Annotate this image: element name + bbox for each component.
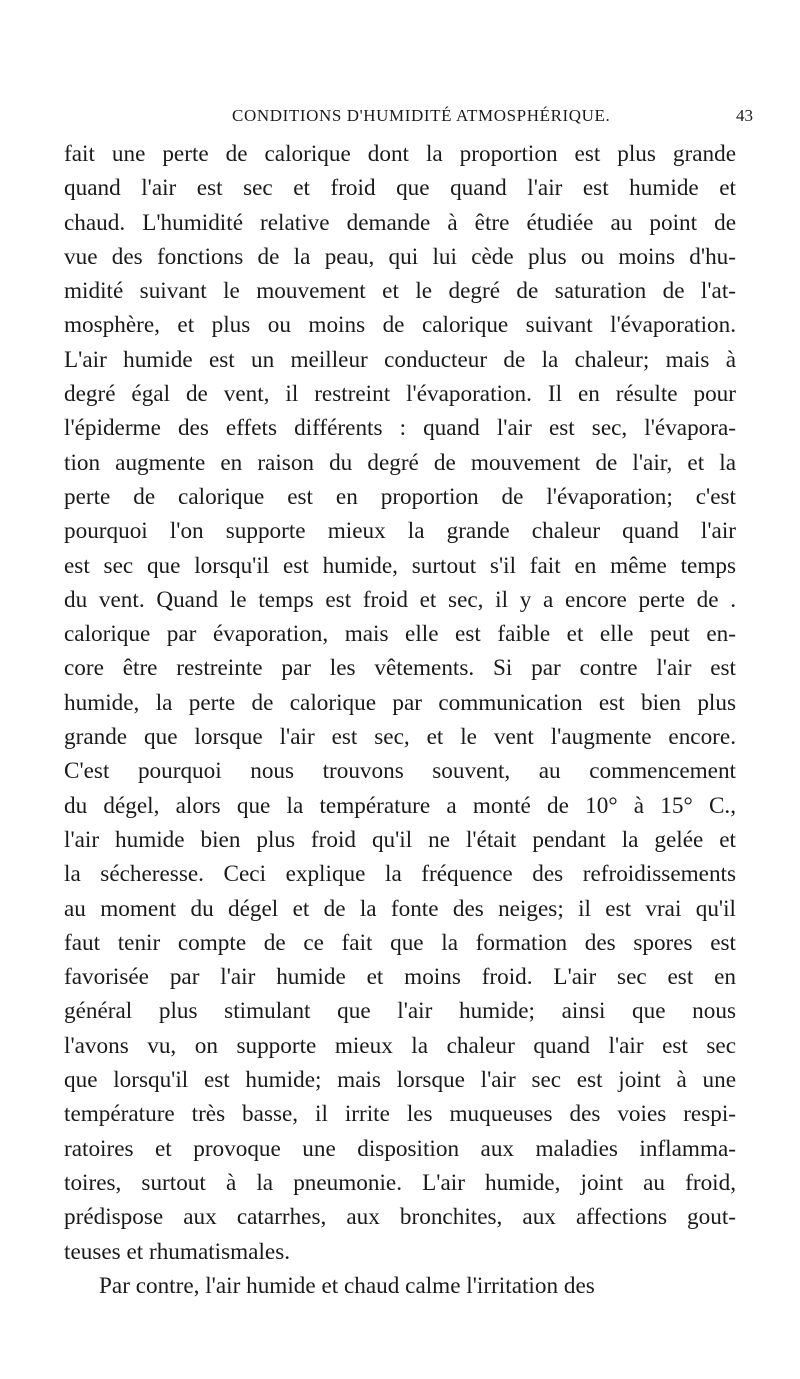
text-line: au moment du dégel et de la fonte des neiges; il est vrai qu'il <box>64 895 736 922</box>
text-line: L'air humide est un meilleur conducteur de la chaleur; mais à <box>64 346 736 373</box>
text-line: du vent. Quand le temps est froid et sec, il y a encore perte de . <box>64 586 736 613</box>
running-head-title: CONDITIONS D'HUMIDITÉ ATMOSPHÉRIQUE. <box>232 106 611 125</box>
text-line: midité suivant le mouvement et le degré de saturation de l'at- <box>64 278 736 305</box>
text-line: humide, la perte de calorique par communication est bien plus <box>64 689 736 716</box>
text-line: degré égal de vent, il restreint l'évaporation. Il en résulte pour <box>64 381 736 408</box>
text-line: Par contre, l'air humide et chaud calme l'irritation des <box>99 1272 595 1299</box>
page-number: 43 <box>736 106 753 125</box>
text-line: core être restreinte par les vêtements. Si par contre l'air est <box>64 655 736 682</box>
text-line: l'avons vu, on supporte mieux la chaleur quand l'air est sec <box>64 1032 736 1059</box>
text-line: l'air humide bien plus froid qu'il ne l'était pendant la gelée et <box>64 826 736 853</box>
text-line: toires, surtout à la pneumonie. L'air humide, joint au froid, <box>64 1169 736 1196</box>
text-line: du dégel, alors que la température a monté de 10° à 15° C., <box>64 792 736 819</box>
text-line: fait une perte de calorique dont la proportion est plus grande <box>64 141 736 167</box>
text-line: C'est pourquoi nous trouvons souvent, au commencement <box>64 758 736 785</box>
text-line: l'épiderme des effets différents : quand l'air est sec, l'évapora- <box>64 415 736 442</box>
text-line: favorisée par l'air humide et moins froid. L'air sec est en <box>64 964 736 991</box>
text-line: faut tenir compte de ce fait que la formation des spores est <box>64 929 736 956</box>
text-line: tion augmente en raison du degré de mouvement de l'air, et la <box>64 449 736 476</box>
text-line: pourquoi l'on supporte mieux la grande chaleur quand l'air <box>64 518 736 545</box>
text-line: chaud. L'humidité relative demande à être étudiée au point de <box>64 209 736 236</box>
text-line: est sec que lorsqu'il est humide, surtout s'il fait en même temps <box>64 552 736 579</box>
text-line: calorique par évaporation, mais elle est faible et elle peut en- <box>64 621 736 648</box>
text-line: teuses et rhumatismales. <box>64 1238 291 1265</box>
text-line: perte de calorique est en proportion de l'évaporation; c'est <box>64 483 736 510</box>
text-line: prédispose aux catarrhes, aux bronchites, aux affections gout- <box>64 1204 736 1231</box>
body-text <box>64 137 736 1303</box>
text-line: vue des fonctions de la peau, qui lui cède plus ou moins d'hu- <box>64 243 736 270</box>
text-line: mosphère, et plus ou moins de calorique suivant l'évaporation. <box>64 312 736 339</box>
text-line: quand l'air est sec et froid que quand l'air est humide et <box>64 175 736 202</box>
text-line: température très basse, il irrite les muqueuses des voies respi- <box>64 1101 736 1128</box>
text-line: ratoires et provoque une disposition aux maladies inflamma- <box>64 1135 736 1162</box>
text-line: général plus stimulant que l'air humide; ainsi que nous <box>64 998 736 1025</box>
text-line: que lorsqu'il est humide; mais lorsque l'air sec est joint à une <box>64 1067 736 1094</box>
text-line: la sécheresse. Ceci explique la fréquence des refroidissements <box>64 861 736 888</box>
text-line: grande que lorsque l'air est sec, et le vent l'augmente encore. <box>64 724 736 751</box>
